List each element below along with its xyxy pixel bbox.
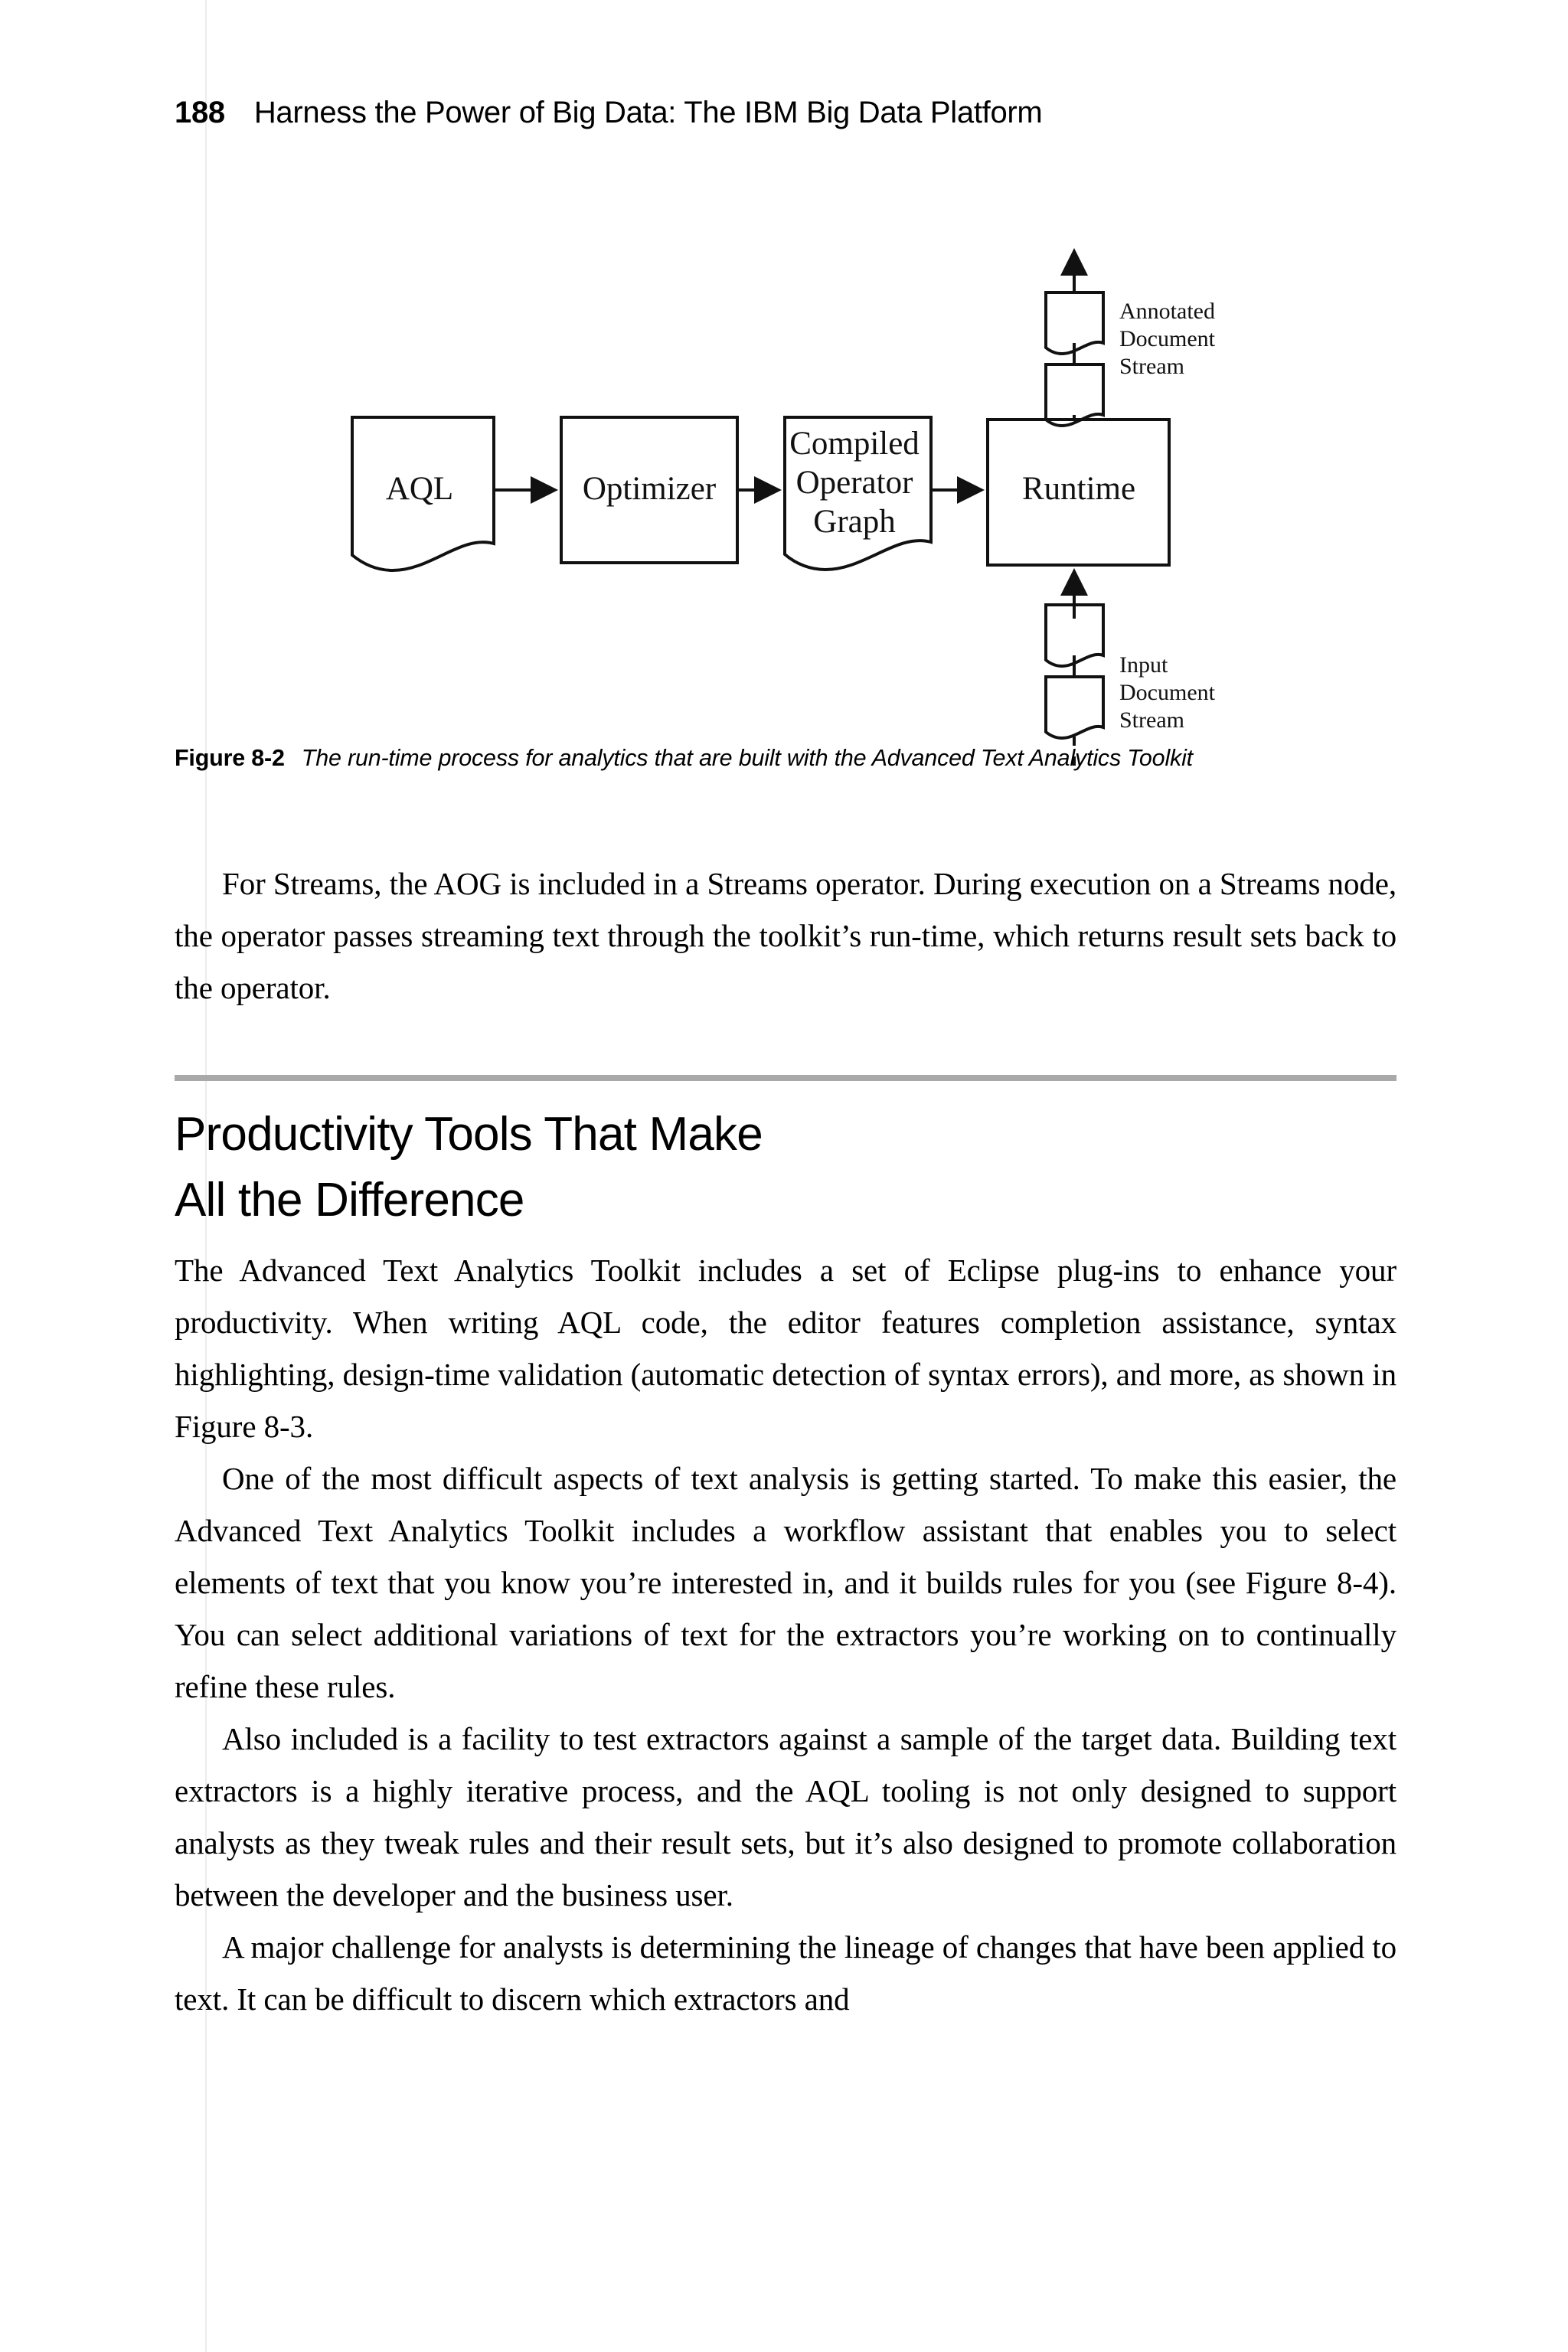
annotated-stream-label-2: Document — [1119, 326, 1215, 351]
node-runtime-label: Runtime — [1021, 471, 1136, 507]
figure-8-2-diagram — [175, 230, 1400, 733]
input-stream-label-3: Stream — [1119, 707, 1184, 733]
diagram-canvas — [175, 230, 1400, 733]
paragraph-2: The Advanced Text Analytics Toolkit includes a set of Eclipse plug-ins to enhance your productivity. When writing AQL code, the editor features completion assistance, syntax highlighting, design-time validation (automatic detection of syntax errors), and more, as shown in Figure 8-3. — [175, 1253, 1396, 1444]
page-number: 188 — [175, 96, 225, 129]
input-stream-label-1: Input — [1119, 652, 1168, 678]
annotated-stream-label-3: Stream — [1119, 354, 1184, 379]
node-aql-label: AQL — [385, 471, 454, 507]
section-title-line-2: All the Difference — [175, 1174, 524, 1227]
node-compiled-graph-label-2: Operator — [795, 465, 913, 501]
body-column-top — [175, 858, 1396, 1014]
running-head-title: Harness the Power of Big Data: The IBM Big Data Platform — [253, 96, 1043, 129]
figure-caption-text: The run-time process for analytics that are built with the Advanced Text Analytics Toolkit — [301, 745, 1193, 771]
page-title — [175, 1081, 1396, 1233]
paragraph-5: A major challenge for analysts is determining the lineage of changes that have been applied to text. It can be difficult to discern which extractors and — [175, 1929, 1396, 2017]
section-title-line-1: Productivity Tools That Make — [175, 1108, 763, 1161]
node-optimizer-label: Optimizer — [582, 471, 717, 507]
section-divider-rule — [175, 1075, 1396, 1081]
node-compiled-graph-label-1: Compiled — [789, 426, 920, 462]
annotated-stream-label-1: Annotated — [1119, 299, 1215, 324]
figure-label: Figure 8-2 — [175, 745, 285, 771]
section-block — [175, 1075, 1396, 1233]
body-column-bottom — [175, 1244, 1396, 2025]
node-compiled-graph-label-3: Graph — [813, 504, 896, 540]
input-doc-lower-shape — [1046, 677, 1103, 738]
paragraph-3: One of the most difficult aspects of text analysis is getting started. To make this easier, the Advanced Text Analytics Toolkit includes a workflow assistant that enables you to select elements of text that you know you’re interested in, and it builds rules for you (see Figure 8-4). You can select additional variations of text for the extractors you’re working on to continually refine these rules. — [175, 1461, 1396, 1704]
running-head — [175, 93, 1400, 132]
paragraph-4: Also included is a facility to test extractors against a sample of the target data. Building text extractors is a highly iterative process, and the AQL tooling is not only designed to support analysts as they tweak rules and their result sets, but it’s also designed to promote collaboration between the developer and the business user. — [175, 1721, 1396, 1913]
paragraph-1: For Streams, the AOG is included in a Streams operator. During execution on a Streams node, the operator passes streaming text through the toolkit’s run-time, which returns result sets back to the operator. — [175, 866, 1396, 1005]
input-stream-label-2: Document — [1119, 680, 1215, 705]
figure-caption — [175, 741, 1400, 776]
